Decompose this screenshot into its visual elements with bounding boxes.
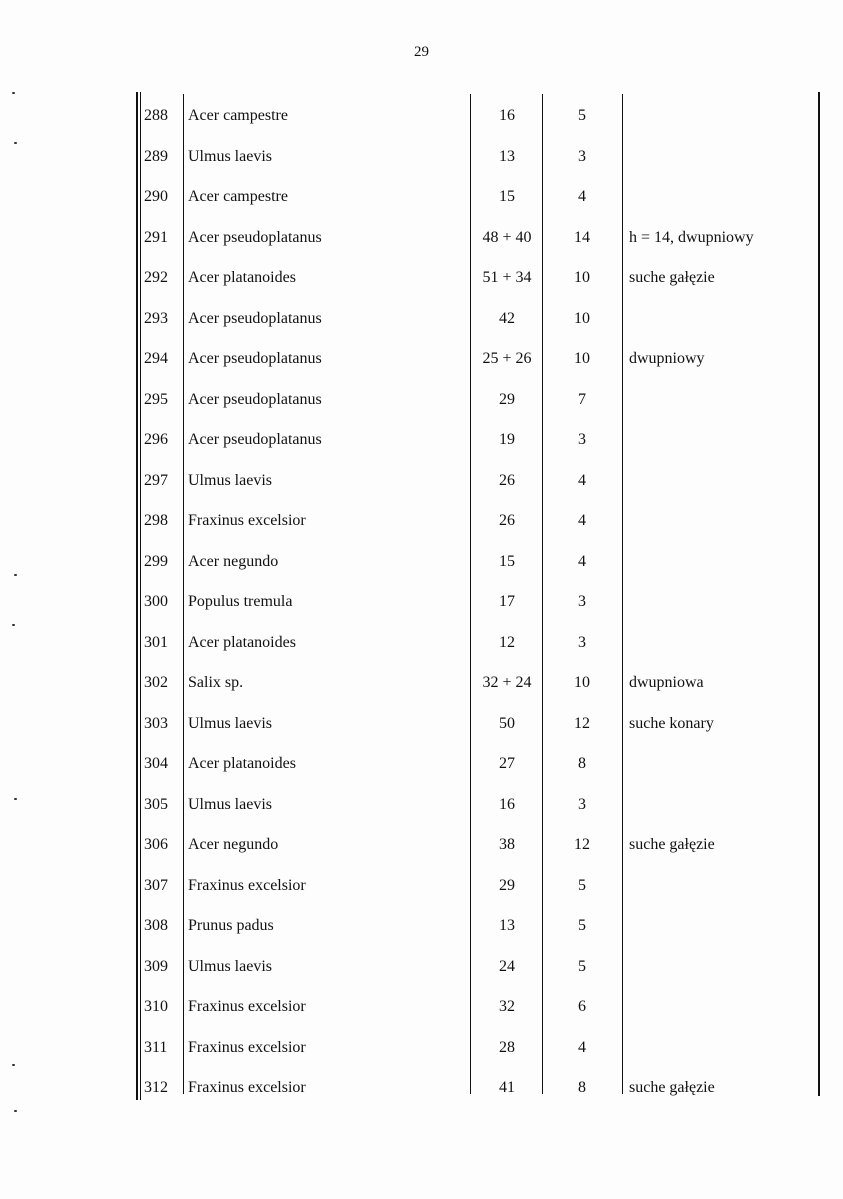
species-name-cell: Fraxinus excelsior [188,1079,306,1096]
table-row [132,497,822,538]
species-name-cell: Acer campestre [188,188,288,205]
trunk-circumference-cell: 38 [499,836,515,853]
trunk-circumference-cell: 41 [499,1079,515,1096]
species-name-cell: Acer pseudoplatanus [188,228,322,246]
table-row [132,781,822,822]
tree-number-cell: 304 [144,755,168,772]
species-name-cell: Acer negundo [188,552,279,570]
remarks-cell: suche gałęzie [629,269,715,286]
trunk-circumference-cell: 42 [499,309,515,327]
measurement-cell: 3 [578,147,586,165]
measurement-cell: 5 [578,957,586,975]
species-name-cell: Acer pseudoplatanus [188,309,322,327]
measurement-cell: 10 [574,350,590,367]
species-name-cell: Acer platanoides [188,269,296,286]
measurement-cell: 4 [578,552,586,570]
table-row [132,862,822,903]
measurement-cell: 4 [578,1038,586,1056]
measurement-cell: 10 [574,309,590,327]
measurement-cell: 4 [578,471,586,489]
remarks-cell: suche konary [629,714,714,732]
tree-number-cell: 300 [144,593,168,610]
scan-speck [12,1064,15,1066]
trunk-circumference-cell: 16 [499,107,515,124]
tree-number-cell: 294 [144,350,168,367]
species-name-cell: Acer campestre [188,107,288,124]
measurement-cell: 5 [578,107,586,124]
species-name-cell: Prunus padus [188,917,274,934]
species-name-cell: Acer pseudoplatanus [188,431,322,448]
table-row [132,821,822,862]
table-row [132,254,822,295]
measurement-cell: 10 [574,674,590,691]
tree-number-cell: 308 [144,917,168,934]
species-name-cell: Ulmus laevis [188,147,272,165]
table-row [132,578,822,619]
tree-number-cell: 295 [144,390,168,408]
trunk-circumference-cell: 27 [499,755,515,772]
measurement-cell: 3 [578,431,586,448]
table-body [132,92,822,1105]
tree-number-cell: 310 [144,998,168,1015]
species-name-cell: Ulmus laevis [188,957,272,975]
tree-number-cell: 296 [144,431,168,448]
table-row [132,133,822,174]
trunk-circumference-cell: 13 [499,147,515,165]
tree-number-cell: 307 [144,876,168,894]
measurement-cell: 4 [578,188,586,205]
trunk-circumference-cell: 25 + 26 [482,350,532,367]
scan-speck [12,92,15,94]
remarks-cell: suche gałęzie [629,1079,715,1096]
table-row [132,943,822,984]
trunk-circumference-cell: 48 + 40 [482,228,532,246]
table-row [132,335,822,376]
tree-inventory-table [132,92,822,1100]
table-row [132,659,822,700]
table-row [132,902,822,943]
table-row [132,214,822,255]
table-row [132,619,822,660]
species-name-cell: Acer negundo [188,836,279,853]
tree-number-cell: 289 [144,147,168,165]
trunk-circumference-cell: 26 [499,512,515,529]
measurement-cell: 3 [578,795,586,813]
trunk-circumference-cell: 29 [499,876,515,894]
measurement-cell: 5 [578,876,586,894]
measurement-cell: 14 [574,228,590,246]
measurement-cell: 7 [578,390,586,408]
species-name-cell: Acer pseudoplatanus [188,350,322,367]
measurement-cell: 10 [574,269,590,286]
measurement-cell: 12 [574,836,590,853]
species-name-cell: Fraxinus excelsior [188,512,306,529]
species-name-cell: Ulmus laevis [188,795,272,813]
trunk-circumference-cell: 15 [499,188,515,205]
scan-speck [14,798,17,800]
table-row [132,416,822,457]
species-name-cell: Fraxinus excelsior [188,998,306,1015]
scan-speck [14,574,17,576]
measurement-cell: 5 [578,917,586,934]
species-name-cell: Fraxinus excelsior [188,876,306,894]
table-row [132,1024,822,1065]
remarks-cell: h = 14, dwupniowy [629,228,754,246]
measurement-cell: 3 [578,593,586,610]
tree-number-cell: 298 [144,512,168,529]
tree-number-cell: 290 [144,188,168,205]
table-row [132,173,822,214]
trunk-circumference-cell: 24 [499,957,515,975]
tree-number-cell: 297 [144,471,168,489]
tree-number-cell: 293 [144,309,168,327]
trunk-circumference-cell: 12 [499,633,515,651]
trunk-circumference-cell: 19 [499,431,515,448]
remarks-cell: dwupniowy [629,350,705,367]
table-row [132,457,822,498]
remarks-cell: dwupniowa [629,674,704,691]
tree-number-cell: 303 [144,714,168,732]
tree-number-cell: 305 [144,795,168,813]
species-name-cell: Populus tremula [188,593,293,610]
tree-number-cell: 311 [144,1038,168,1056]
table-row [132,295,822,336]
trunk-circumference-cell: 28 [499,1038,515,1056]
trunk-circumference-cell: 50 [499,714,515,732]
measurement-cell: 4 [578,512,586,529]
table-row [132,538,822,579]
species-name-cell: Acer pseudoplatanus [188,390,322,408]
species-name-cell: Ulmus laevis [188,471,272,489]
trunk-circumference-cell: 26 [499,471,515,489]
measurement-cell: 3 [578,633,586,651]
measurement-cell: 8 [578,755,586,772]
tree-number-cell: 309 [144,957,168,975]
table-row [132,1064,822,1105]
table-row [132,983,822,1024]
remarks-cell: suche gałęzie [629,836,715,853]
scan-speck [12,624,15,626]
species-name-cell: Ulmus laevis [188,714,272,732]
scan-speck [14,1110,17,1112]
species-name-cell: Fraxinus excelsior [188,1038,306,1056]
tree-number-cell: 301 [144,633,168,651]
species-name-cell: Acer platanoides [188,755,296,772]
species-name-cell: Salix sp. [188,674,244,691]
table-row [132,92,822,133]
trunk-circumference-cell: 17 [499,593,515,610]
species-name-cell: Acer platanoides [188,633,296,651]
tree-number-cell: 291 [144,228,168,246]
trunk-circumference-cell: 29 [499,390,515,408]
table-row [132,376,822,417]
trunk-circumference-cell: 16 [499,795,515,813]
page-number: 29 [414,44,429,60]
tree-number-cell: 312 [144,1079,168,1096]
measurement-cell: 6 [578,998,586,1015]
trunk-circumference-cell: 51 + 34 [482,269,532,286]
trunk-circumference-cell: 32 [499,998,515,1015]
measurement-cell: 12 [574,714,590,732]
trunk-circumference-cell: 13 [499,917,515,934]
table-row [132,740,822,781]
tree-number-cell: 292 [144,269,168,286]
tree-number-cell: 306 [144,836,168,853]
tree-number-cell: 299 [144,552,168,570]
table-row [132,700,822,741]
tree-number-cell: 288 [144,107,168,124]
trunk-circumference-cell: 32 + 24 [482,674,532,691]
scan-speck [14,142,17,144]
measurement-cell: 8 [578,1079,586,1096]
trunk-circumference-cell: 15 [499,552,515,570]
tree-number-cell: 302 [144,674,168,691]
